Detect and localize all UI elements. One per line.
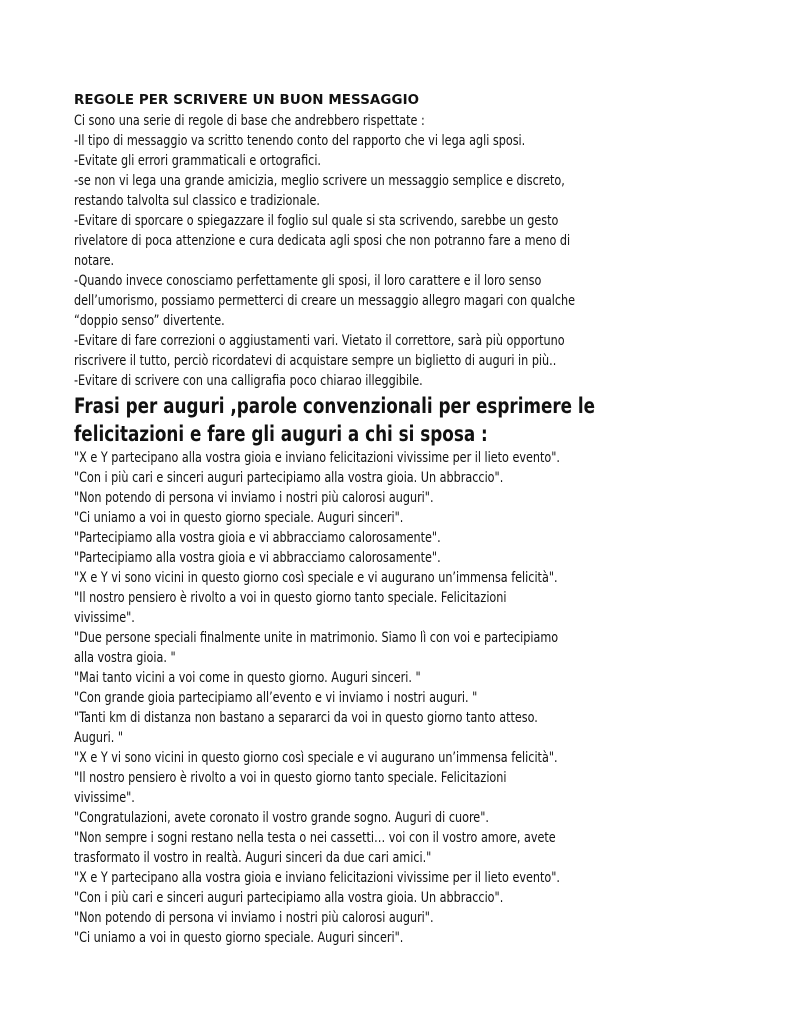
phrase-line: "Il nostro pensiero è rivolto a voi in questo giorno tanto speciale. Felicitazioni — [74, 770, 507, 786]
section-title-phrases — [74, 391, 618, 448]
rules-line: -Evitare di fare correzioni o aggiustamenti vari. Vietato il correttore, sarà più opportuno — [74, 333, 565, 349]
rules-line: -Evitare di sporcare o spiegazzare il foglio sul quale si sta scrivendo, sarebbe un gesto — [74, 213, 559, 229]
phrase-line: alla vostra gioia. " — [74, 650, 176, 666]
rules-line: “doppio senso” divertente. — [74, 313, 225, 329]
phrase-line: "Con i più cari e sinceri auguri partecipiamo alla vostra gioia. Un abbraccio". — [74, 890, 504, 906]
rules-text-block — [74, 111, 714, 391]
phrase-line: "Non potendo di persona vi inviamo i nostri più calorosi auguri". — [74, 910, 434, 926]
rules-line: -Quando invece conosciamo perfettamente gli sposi, il loro carattere e il loro senso — [74, 273, 542, 289]
rules-line: -Il tipo di messaggio va scritto tenendo conto del rapporto che vi lega agli sposi. — [74, 133, 526, 149]
rules-line: Ci sono una serie di regole di base che andrebbero rispettate : — [74, 113, 425, 129]
rules-line: -Evitate gli errori grammaticali e ortografici. — [74, 153, 321, 169]
phrase-line: Auguri. " — [74, 730, 123, 746]
phrase-line: "X e Y vi sono vicini in questo giorno così speciale e vi augurano un’immensa felicità". — [74, 750, 558, 766]
phrase-line: "Ci uniamo a voi in questo giorno speciale. Auguri sinceri". — [74, 510, 404, 526]
phrases-text-block — [74, 448, 714, 948]
phrase-line: "Non sempre i sogni restano nella testa o nei cassetti… voi con il vostro amore, avete — [74, 830, 556, 846]
phrase-line: "X e Y partecipano alla vostra gioia e inviano felicitazioni vivissime per il lieto evento". — [74, 450, 560, 466]
phrase-line: "Il nostro pensiero è rivolto a voi in questo giorno tanto speciale. Felicitazioni — [74, 590, 507, 606]
rules-line: -Evitare di scrivere con una calligrafia poco chiarao illeggibile. — [74, 373, 423, 389]
phrase-line: "Con grande gioia partecipiamo all’evento e vi inviamo i nostri auguri. " — [74, 690, 478, 706]
rules-line: -se non vi lega una grande amicizia, meglio scrivere un messaggio semplice e discreto, — [74, 173, 565, 189]
section-title-rules: REGOLE PER SCRIVERE UN BUON MESSAGGIO — [74, 93, 420, 108]
phrase-line: "Partecipiamo alla vostra gioia e vi abbracciamo calorosamente". — [74, 530, 441, 546]
phrase-line: vivissime". — [74, 790, 135, 806]
section-title-phrases-line1: Frasi per auguri ,parole convenzionali per esprimere le — [74, 394, 596, 418]
rules-line: dell’umorismo, possiamo permetterci di creare un messaggio allegro magari con qualche — [74, 293, 576, 309]
phrase-line: "Ci uniamo a voi in questo giorno speciale. Auguri sinceri". — [74, 930, 404, 946]
phrase-line: "Mai tanto vicini a voi come in questo giorno. Auguri sinceri. " — [74, 670, 421, 686]
phrase-line: "Partecipiamo alla vostra gioia e vi abbracciamo calorosamente". — [74, 550, 441, 566]
rules-line: riscrivere il tutto, perciò ricordatevi di acquistare sempre un biglietto di auguri in più.. — [74, 353, 557, 369]
document-page — [74, 91, 714, 948]
phrase-line: "Congratulazioni, avete coronato il vostro grande sogno. Auguri di cuore". — [74, 810, 489, 826]
rules-line: restando talvolta sul classico e tradizionale. — [74, 193, 320, 209]
phrase-line: "X e Y partecipano alla vostra gioia e inviano felicitazioni vivissime per il lieto evento". — [74, 870, 560, 886]
phrase-line: "X e Y vi sono vicini in questo giorno così speciale e vi augurano un’immensa felicità". — [74, 570, 558, 586]
rules-line: rivelatore di poca attenzione e cura dedicata agli sposi che non potranno fare a meno di — [74, 233, 571, 249]
phrase-line: "Con i più cari e sinceri auguri partecipiamo alla vostra gioia. Un abbraccio". — [74, 470, 504, 486]
rules-line: notare. — [74, 253, 115, 269]
phrase-line: "Non potendo di persona vi inviamo i nostri più calorosi auguri". — [74, 490, 434, 506]
phrase-line: "Due persone speciali finalmente unite in matrimonio. Siamo lì con voi e partecipiamo — [74, 630, 559, 646]
phrase-line: vivissime". — [74, 610, 135, 626]
section-title-phrases-line2: felicitazioni e fare gli auguri a chi si sposa : — [74, 422, 488, 446]
phrase-line: trasformato il vostro in realtà. Auguri sinceri da due cari amici." — [74, 850, 432, 866]
phrase-line: "Tanti km di distanza non bastano a separarci da voi in questo giorno tanto atteso. — [74, 710, 538, 726]
